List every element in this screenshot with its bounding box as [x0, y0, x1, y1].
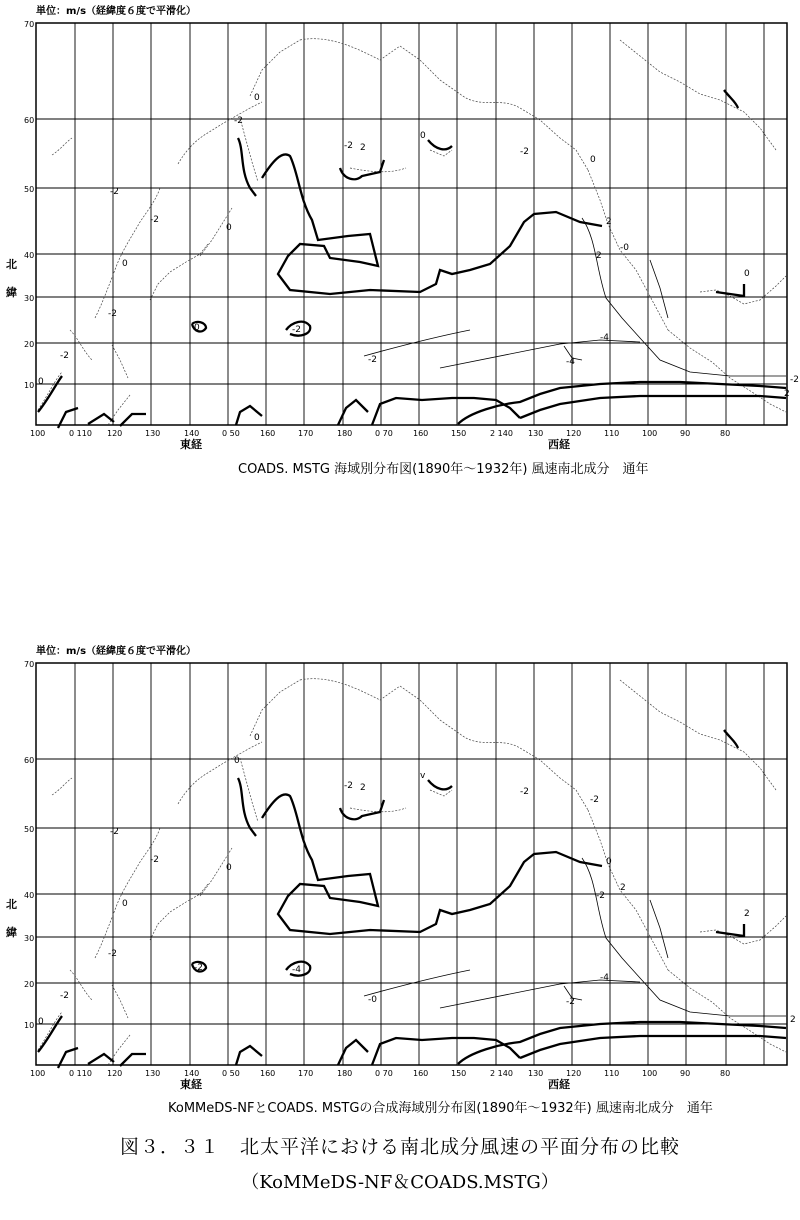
longitude-tick-label: 0 110 — [69, 1069, 92, 1078]
latitude-tick-label: 20 — [24, 980, 35, 989]
west-longitude-label: 西経 — [548, 1078, 570, 1090]
coastline — [95, 828, 160, 958]
longitude-tick-label: 100 — [30, 429, 46, 438]
contour-line-thin — [650, 900, 668, 958]
contour-label: 0 — [254, 93, 260, 103]
contour-label: 2 — [596, 251, 602, 261]
coastline — [300, 679, 460, 734]
units-note: 単位：m/s（経緯度６度で平滑化） — [36, 646, 197, 657]
longitude-tick-label: 160 — [260, 1069, 276, 1078]
coastline — [300, 39, 460, 94]
latitude-axis-label: 緯 — [6, 926, 17, 939]
contour-label: -2 — [344, 781, 353, 791]
longitude-tick-label: 100 — [30, 1069, 46, 1078]
contour-line-bold — [338, 398, 520, 425]
contour-line-bold — [236, 1046, 262, 1065]
latitude-tick-label: 40 — [24, 891, 35, 900]
map-frame — [36, 23, 787, 425]
longitude-tick-label: 110 — [604, 1069, 620, 1078]
contour-label: 0 — [122, 259, 128, 269]
contour-line-bold — [238, 778, 602, 934]
contour-line-thin — [650, 260, 668, 318]
coastline — [52, 778, 72, 795]
contour-line-bold — [458, 382, 786, 424]
contour-label: v — [420, 771, 426, 781]
contour-line-bold — [458, 1022, 786, 1064]
longitude-tick-label: 180 — [337, 1069, 353, 1078]
contour-label: 0 — [420, 131, 426, 141]
contour-label: 0 — [744, 269, 750, 279]
contour-line-bold — [340, 160, 384, 179]
coastline — [95, 188, 160, 318]
contour-label: -2 — [108, 309, 117, 319]
longitude-tick-label: 130 — [528, 429, 544, 438]
contour-label: -2 — [150, 215, 159, 225]
longitude-tick-label: 150 — [451, 1069, 467, 1078]
latitude-axis-label: 北 — [6, 258, 17, 271]
contour-label: -2 — [566, 997, 575, 1007]
contour-line-bold — [520, 1036, 786, 1058]
contour-label: 2 — [606, 217, 612, 227]
contour-line-bold — [238, 138, 602, 294]
coastline — [350, 790, 452, 812]
map-panel-coads — [0, 0, 800, 450]
longitude-tick-label: 160 — [413, 429, 429, 438]
map-frame — [36, 663, 787, 1065]
contour-label: -4 — [292, 965, 301, 975]
contour-label: -2 — [150, 855, 159, 865]
contour-label: 2 — [620, 883, 626, 893]
contour-label: -2 — [292, 325, 301, 335]
contour-line-bold — [236, 406, 262, 425]
map-caption-combined: KoMMeDS-NFとCOADS. MSTGの合成海域別分布図(1890年～1932年) 風速南北成分 通年 — [168, 1101, 713, 1116]
latitude-tick-label: 30 — [24, 934, 35, 943]
coastline — [460, 734, 588, 810]
contour-label: 2 — [360, 143, 366, 153]
contour-label: -0 — [620, 243, 629, 253]
coastline — [108, 985, 130, 1065]
longitude-tick-label: 120 — [566, 1069, 582, 1078]
contour-label: 0 — [38, 1017, 44, 1027]
latitude-tick-label: 50 — [24, 825, 35, 834]
contour-label: -2 — [790, 375, 799, 385]
coastline — [588, 810, 668, 970]
longitude-tick-label: 80 — [720, 429, 731, 438]
contour-label: 0 — [122, 899, 128, 909]
coastline — [350, 150, 452, 172]
coastline — [620, 680, 776, 790]
longitude-tick-label: 140 — [184, 429, 200, 438]
longitude-tick-label: 90 — [680, 1069, 691, 1078]
longitude-tick-label: 160 — [260, 429, 276, 438]
longitude-tick-label: 0 110 — [69, 429, 92, 438]
contour-label: -2 — [194, 963, 203, 973]
latitude-tick-label: 70 — [24, 20, 35, 29]
longitude-tick-label: 120 — [566, 429, 582, 438]
contour-label: -2 — [108, 949, 117, 959]
longitude-tick-label: 130 — [145, 429, 161, 438]
contour-label: -2 — [520, 787, 529, 797]
contour-label: 2 — [790, 1015, 796, 1025]
latitude-tick-label: 40 — [24, 251, 35, 260]
contour-line-bold — [716, 924, 744, 936]
east-longitude-label: 東経 — [180, 1078, 202, 1090]
longitude-tick-label: 120 — [107, 1069, 123, 1078]
longitude-tick-label: 130 — [145, 1069, 161, 1078]
longitude-tick-label: 90 — [680, 429, 691, 438]
contour-label: 0 — [226, 223, 232, 233]
longitude-tick-label: 140 — [184, 1069, 200, 1078]
longitude-tick-label: 100 — [642, 429, 658, 438]
longitude-tick-label: 160 — [413, 1069, 429, 1078]
coastline — [620, 40, 776, 150]
east-longitude-label: 東経 — [180, 438, 202, 450]
longitude-tick-label: 110 — [604, 429, 620, 438]
longitude-tick-label: 100 — [642, 1069, 658, 1078]
contour-label: 2 — [784, 389, 790, 399]
contour-label: 0 — [234, 756, 240, 766]
latitude-tick-label: 50 — [24, 185, 35, 194]
coastline — [178, 102, 262, 164]
longitude-tick-label: 180 — [337, 429, 353, 438]
contour-label: -2 — [60, 351, 69, 361]
contour-label: -4 — [600, 973, 609, 983]
contour-line-bold — [428, 140, 452, 149]
longitude-tick-label: 170 — [298, 429, 314, 438]
longitude-tick-label: 170 — [298, 1069, 314, 1078]
contour-label: -2 — [596, 891, 605, 901]
contour-label: -4 — [566, 357, 575, 367]
longitude-tick-label: 0 70 — [375, 1069, 393, 1078]
latitude-tick-label: 60 — [24, 756, 35, 765]
latitude-tick-label: 10 — [24, 381, 35, 390]
units-note: 単位：m/s（経緯度６度で平滑化） — [36, 6, 197, 17]
contour-label: -2 — [344, 141, 353, 151]
figure-title: 図３．３１ 北太平洋における南北成分風速の平面分布の比較 — [119, 1136, 680, 1158]
longitude-tick-label: 130 — [528, 1069, 544, 1078]
latitude-tick-label: 70 — [24, 660, 35, 669]
coastline — [178, 742, 262, 804]
contour-line-bold — [338, 1038, 520, 1065]
longitude-tick-label: 0 50 — [222, 1069, 240, 1078]
contour-label: 0 — [194, 323, 200, 333]
contour-label: -4 — [600, 333, 609, 343]
contour-label: -2 — [110, 187, 119, 197]
coastline — [38, 970, 92, 1050]
coastline — [108, 345, 130, 425]
longitude-tick-label: 0 70 — [375, 429, 393, 438]
contour-label: -2 — [368, 355, 377, 365]
contour-label: 0 — [226, 863, 232, 873]
map-caption-coads: COADS. MSTG 海域別分布図(1890年～1932年) 風速南北成分 通年 — [238, 462, 649, 477]
coastline — [460, 94, 588, 170]
latitude-tick-label: 30 — [24, 294, 35, 303]
longitude-tick-label: 2 140 — [490, 429, 513, 438]
longitude-tick-label: 2 140 — [490, 1069, 513, 1078]
latitude-tick-label: 10 — [24, 1021, 35, 1030]
longitude-tick-label: 0 50 — [222, 429, 240, 438]
longitude-tick-label: 150 — [451, 429, 467, 438]
contour-line-bold — [428, 780, 452, 789]
latitude-axis-label: 緯 — [6, 286, 17, 299]
contour-label: -2 — [60, 991, 69, 1001]
coastline — [38, 330, 92, 410]
contour-label: 0 — [590, 155, 596, 165]
latitude-tick-label: 20 — [24, 340, 35, 349]
contour-label: 2 — [744, 909, 750, 919]
contour-label: 0 — [254, 733, 260, 743]
latitude-tick-label: 60 — [24, 116, 35, 125]
contour-line-bold — [340, 800, 384, 819]
figure-subtitle: （KoMMeDS-NF＆COADS.MSTG） — [241, 1172, 559, 1193]
map-panel-combined — [0, 640, 800, 1090]
contour-label: -2 — [234, 116, 243, 126]
contour-label: -2 — [520, 147, 529, 157]
longitude-tick-label: 80 — [720, 1069, 731, 1078]
contour-line-bold — [520, 396, 786, 418]
contour-label: 2 — [360, 783, 366, 793]
contour-label: 0 — [38, 377, 44, 387]
contour-label: 0 — [606, 857, 612, 867]
longitude-tick-label: 120 — [107, 429, 123, 438]
west-longitude-label: 西経 — [548, 438, 570, 450]
latitude-axis-label: 北 — [6, 898, 17, 911]
contour-label: -2 — [110, 827, 119, 837]
contour-label: -0 — [368, 995, 377, 1005]
contour-line-bold — [716, 284, 744, 296]
coastline — [52, 138, 72, 155]
contour-label: -2 — [590, 795, 599, 805]
